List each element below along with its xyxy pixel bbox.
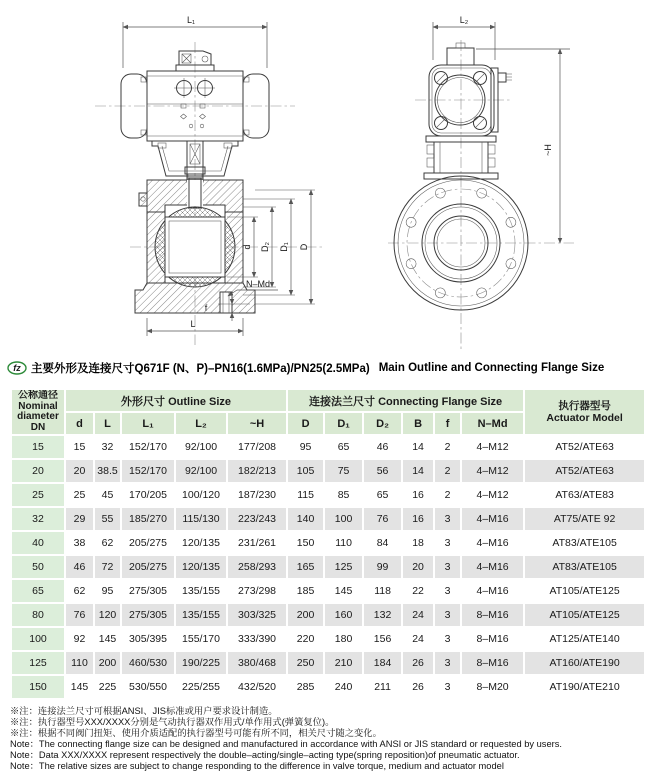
footnote-line: ※注：根据不同阀门扭矩、使用介质适配的执行器型号可能有所不同，相关尺寸随之变化。	[10, 728, 382, 738]
dim-cell: 45	[95, 484, 120, 506]
dim-cell: 99	[364, 556, 401, 578]
dim-cell: 8–M20	[462, 676, 523, 698]
actuator-cell: AT125/ATE140	[525, 628, 644, 650]
actuator-cell: AT83/ATE105	[525, 556, 644, 578]
dim-cell: 185	[288, 580, 323, 602]
column-header: L₂	[176, 413, 226, 434]
dim-cell: 22	[403, 580, 433, 602]
dim-cell: 84	[364, 532, 401, 554]
dim-cell: 72	[95, 556, 120, 578]
dn-header-line: DN	[30, 421, 46, 433]
dim-label-d1: D₁	[279, 242, 289, 252]
dim-cell: 20	[403, 556, 433, 578]
dn-cell: 25	[12, 484, 64, 506]
column-header: f	[435, 413, 460, 434]
dim-cell: 200	[288, 604, 323, 626]
dn-cell: 40	[12, 532, 64, 554]
dim-cell: 46	[66, 556, 93, 578]
column-header: N–Md	[462, 413, 523, 434]
dim-cell: 187/230	[228, 484, 286, 506]
column-header: L₁	[122, 413, 174, 434]
actuator-cell: AT52/ATE63	[525, 460, 644, 482]
table-row	[12, 604, 644, 626]
dim-cell: 132	[364, 604, 401, 626]
outline-drawings-svg	[0, 0, 650, 358]
dim-cell: 225	[95, 676, 120, 698]
dim-cell: 185/270	[122, 508, 174, 530]
dim-cell: 150	[288, 532, 323, 554]
dn-column-header	[12, 390, 64, 434]
dim-cell: 16	[403, 484, 433, 506]
dim-label-l: L	[190, 319, 196, 329]
actuator-header-line: 执行器型号	[558, 400, 611, 412]
dim-cell: 125	[325, 556, 362, 578]
dim-cell: 4–M12	[462, 436, 523, 458]
dim-cell: 115	[288, 484, 323, 506]
dim-cell: 38.5	[95, 460, 120, 482]
dim-cell: 76	[364, 508, 401, 530]
dim-cell: 432/520	[228, 676, 286, 698]
dim-cell: 38	[66, 532, 93, 554]
dim-cell: 4–M16	[462, 508, 523, 530]
dim-cell: 24	[403, 604, 433, 626]
actuator-model-header	[525, 390, 644, 434]
footnote-line: Note：The relative sizes are subject to change responding to the difference in valve torque, medium and actuator model	[10, 761, 504, 771]
dim-cell: 65	[325, 436, 362, 458]
dim-label-d2: D₂	[260, 242, 270, 252]
dim-cell: 135/155	[176, 604, 226, 626]
dim-cell: 29	[66, 508, 93, 530]
dim-cell: 2	[435, 460, 460, 482]
dim-cell: 205/275	[122, 532, 174, 554]
dim-cell: 8–M16	[462, 604, 523, 626]
dim-cell: 18	[403, 532, 433, 554]
dim-label-big-d: D	[299, 243, 309, 251]
dim-cell: 26	[403, 652, 433, 674]
dim-cell: 75	[325, 460, 362, 482]
dim-cell: 200	[95, 652, 120, 674]
dim-cell: 4–M12	[462, 460, 523, 482]
table-row	[12, 460, 644, 482]
dim-cell: 3	[435, 676, 460, 698]
dim-cell: 118	[364, 580, 401, 602]
dim-cell: 4–M16	[462, 580, 523, 602]
dim-cell: 65	[364, 484, 401, 506]
table-row	[12, 436, 644, 458]
actuator-cell: AT105/ATE125	[525, 604, 644, 626]
dim-cell: 95	[95, 580, 120, 602]
dim-label-l2: L₂	[459, 15, 469, 25]
dim-cell: 62	[95, 532, 120, 554]
dim-cell: 16	[403, 508, 433, 530]
dim-cell: 220	[288, 628, 323, 650]
dim-cell: 305/395	[122, 628, 174, 650]
table-row	[12, 532, 644, 554]
dn-header-line: 公称通径	[18, 390, 58, 401]
dim-cell: 177/208	[228, 436, 286, 458]
outline-size-group-header: 外形尺寸 Outline Size	[66, 390, 286, 411]
actuator-cell: AT105/ATE125	[525, 580, 644, 602]
dn-header-line: diameter	[17, 411, 59, 422]
dim-cell: 115/130	[176, 508, 226, 530]
dim-cell: 140	[288, 508, 323, 530]
dim-cell: 211	[364, 676, 401, 698]
dim-cell: 92	[66, 628, 93, 650]
dim-cell: 155/170	[176, 628, 226, 650]
dim-cell: 55	[95, 508, 120, 530]
column-header: d	[66, 413, 93, 434]
dn-cell: 100	[12, 628, 64, 650]
dim-cell: 145	[325, 580, 362, 602]
dim-cell: 56	[364, 460, 401, 482]
dim-cell: 120/135	[176, 532, 226, 554]
dim-cell: 530/550	[122, 676, 174, 698]
footnote-line: ※注：连接法兰尺寸可根据ANSI、JIS标准或用户要求设计制造。	[10, 706, 278, 716]
dim-cell: 95	[288, 436, 323, 458]
dim-cell: 46	[364, 436, 401, 458]
flange-size-group-header: 连接法兰尺寸 Connecting Flange Size	[288, 390, 523, 411]
column-header: D₁	[325, 413, 362, 434]
dim-cell: 4–M12	[462, 484, 523, 506]
dim-cell: 62	[66, 580, 93, 602]
dim-cell: 76	[66, 604, 93, 626]
dim-cell: 210	[325, 652, 362, 674]
footnotes	[10, 706, 562, 772]
dim-cell: 92/100	[176, 436, 226, 458]
dim-cell: 120	[95, 604, 120, 626]
dim-label-n-md: N–Md	[245, 279, 271, 289]
dim-cell: 184	[364, 652, 401, 674]
column-header: L	[95, 413, 120, 434]
dn-cell: 150	[12, 676, 64, 698]
column-header: ~H	[228, 413, 286, 434]
dim-cell: 20	[66, 460, 93, 482]
title-text-zh: 主要外形及连接尺寸Q671F (N、P)–PN16(1.6MPa)/PN25(2.5MPa)	[31, 363, 370, 375]
dim-cell: 285	[288, 676, 323, 698]
actuator-cell: AT190/ATE210	[525, 676, 644, 698]
front-view-drawing	[95, 15, 325, 345]
dn-cell: 32	[12, 508, 64, 530]
dim-cell: 26	[403, 676, 433, 698]
dim-cell: 110	[66, 652, 93, 674]
footnote-line: Note：The connecting flange size can be designed and manufactured in accordance with ANSI or JIS standard or requested by users.	[10, 739, 562, 749]
table-row	[12, 628, 644, 650]
dim-cell: 275/305	[122, 604, 174, 626]
dim-cell: 3	[435, 508, 460, 530]
dim-label-f: f	[204, 303, 208, 313]
column-header: B	[403, 413, 433, 434]
dim-cell: 25	[66, 484, 93, 506]
dim-cell: 223/243	[228, 508, 286, 530]
dim-cell: 380/468	[228, 652, 286, 674]
dim-cell: 3	[435, 580, 460, 602]
dim-cell: 145	[95, 628, 120, 650]
dim-cell: 110	[325, 532, 362, 554]
section-title	[7, 360, 604, 376]
dim-cell: 14	[403, 436, 433, 458]
dim-cell: 250	[288, 652, 323, 674]
actuator-cell: AT160/ATE190	[525, 652, 644, 674]
dim-cell: 333/390	[228, 628, 286, 650]
dim-label-l1: L₁	[186, 15, 196, 25]
dim-cell: 156	[364, 628, 401, 650]
dim-cell: 190/225	[176, 652, 226, 674]
actuator-cell: AT75/ATE 92	[525, 508, 644, 530]
dim-cell: 4–M16	[462, 532, 523, 554]
dim-cell: 100	[325, 508, 362, 530]
svg-text:fz: fz	[13, 363, 21, 373]
dim-cell: 100/120	[176, 484, 226, 506]
dim-cell: 273/298	[228, 580, 286, 602]
dim-cell: 182/213	[228, 460, 286, 482]
dim-cell: 14	[403, 460, 433, 482]
dim-cell: 152/170	[122, 460, 174, 482]
dim-cell: 3	[435, 628, 460, 650]
table-row	[12, 556, 644, 578]
dn-cell: 15	[12, 436, 64, 458]
table-body	[12, 436, 644, 698]
table-row	[12, 484, 644, 506]
dn-header-line: Nominal	[18, 400, 58, 412]
table-header	[12, 390, 644, 434]
dim-cell: 120/135	[176, 556, 226, 578]
dim-cell: 303/325	[228, 604, 286, 626]
dim-cell: 275/305	[122, 580, 174, 602]
dim-cell: 32	[95, 436, 120, 458]
dim-cell: 231/261	[228, 532, 286, 554]
dn-cell: 65	[12, 580, 64, 602]
column-header: D	[288, 413, 323, 434]
dim-cell: 92/100	[176, 460, 226, 482]
dimension-table	[10, 388, 646, 700]
dim-cell: 460/530	[122, 652, 174, 674]
dim-cell: 205/275	[122, 556, 174, 578]
table-row	[12, 676, 644, 698]
dim-cell: 8–M16	[462, 628, 523, 650]
table-row	[12, 508, 644, 530]
dim-cell: 4–M16	[462, 556, 523, 578]
dim-cell: 3	[435, 604, 460, 626]
dim-cell: 85	[325, 484, 362, 506]
footnote-line: ※注：执行器型号XXX/XXXX分别是气动执行器双作用式/单作用式(弹簧复位)。	[10, 717, 335, 727]
actuator-header-line: Actuator Model	[546, 412, 623, 424]
dim-cell: 2	[435, 484, 460, 506]
footnote-line: Note：Data XXX/XXXX represent respectively the double–acting/single–acting type(spring reposition)of pneumatic actuator.	[10, 750, 520, 760]
dim-label-h: ~H	[543, 144, 553, 156]
dim-cell: 8–M16	[462, 652, 523, 674]
dim-cell: 15	[66, 436, 93, 458]
dim-cell: 152/170	[122, 436, 174, 458]
dim-cell: 160	[325, 604, 362, 626]
technical-drawings	[0, 0, 650, 358]
column-header: D₂	[364, 413, 401, 434]
title-text-en: Main Outline and Connecting Flange Size	[378, 362, 605, 374]
brand-logo-icon	[7, 361, 27, 375]
dim-cell: 2	[435, 436, 460, 458]
actuator-cell: AT83/ATE105	[525, 532, 644, 554]
dn-cell: 125	[12, 652, 64, 674]
actuator-cell: AT52/ATE63	[525, 436, 644, 458]
dim-cell: 135/155	[176, 580, 226, 602]
table-row	[12, 580, 644, 602]
dim-cell: 180	[325, 628, 362, 650]
actuator-cell: AT63/ATE83	[525, 484, 644, 506]
dim-cell: 165	[288, 556, 323, 578]
dim-label-d: d	[242, 244, 252, 250]
dim-cell: 240	[325, 676, 362, 698]
dim-cell: 24	[403, 628, 433, 650]
table-row	[12, 652, 644, 674]
dn-cell: 20	[12, 460, 64, 482]
side-view-drawing	[388, 15, 574, 350]
dim-cell: 225/255	[176, 676, 226, 698]
dim-cell: 3	[435, 652, 460, 674]
dn-cell: 50	[12, 556, 64, 578]
dn-cell: 80	[12, 604, 64, 626]
dim-cell: 3	[435, 556, 460, 578]
dim-cell: 3	[435, 532, 460, 554]
dim-cell: 170/205	[122, 484, 174, 506]
dim-cell: 105	[288, 460, 323, 482]
dim-cell: 258/293	[228, 556, 286, 578]
dim-cell: 145	[66, 676, 93, 698]
